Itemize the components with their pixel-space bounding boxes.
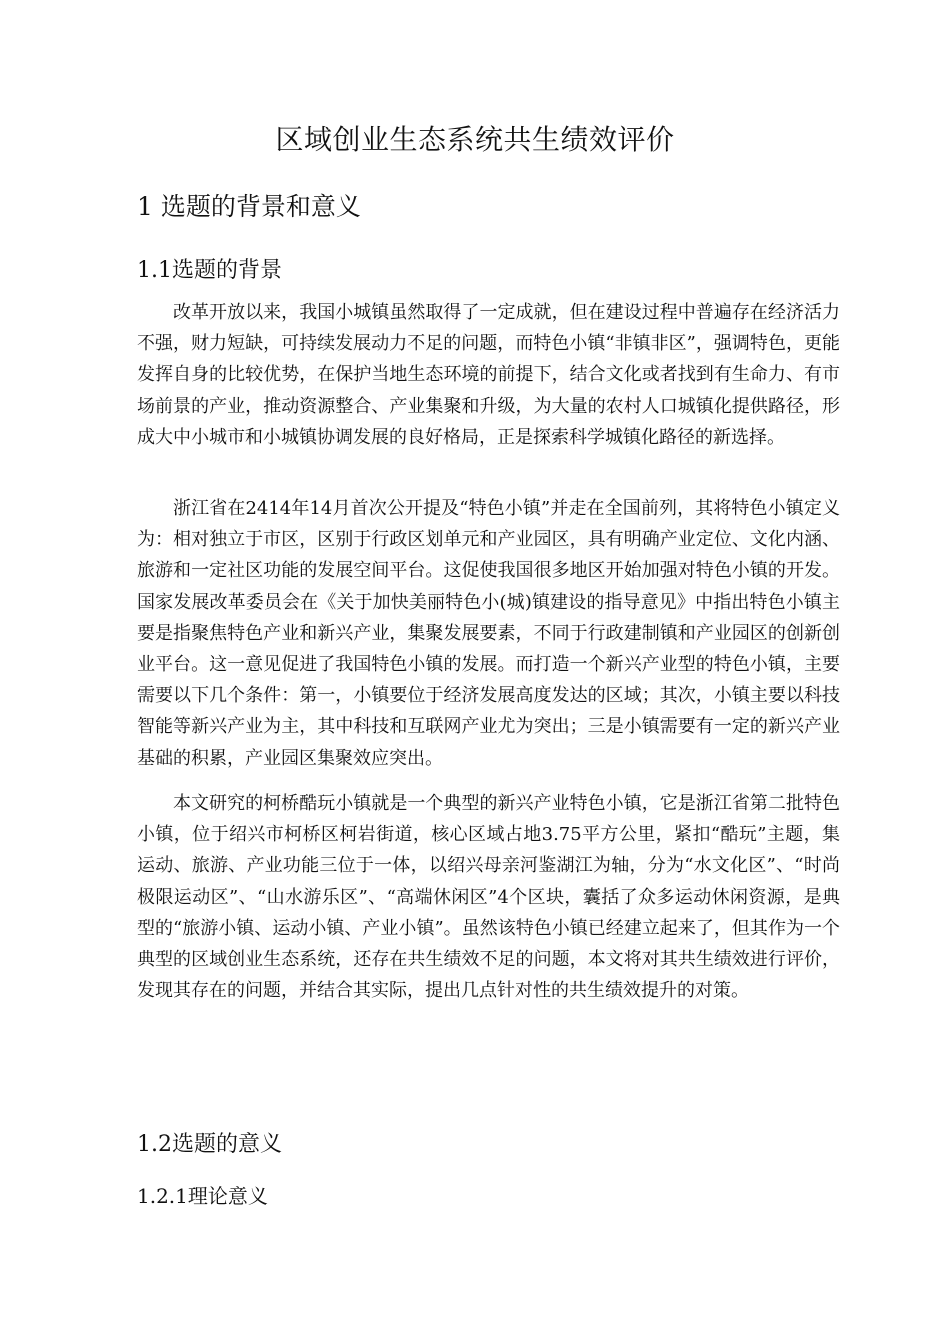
document-title: 区域创业生态系统共生绩效评价	[275, 123, 675, 156]
paragraph-background-3: 本文研究的柯桥酷玩小镇就是一个典型的新兴产业特色小镇，它是浙江省第二批特色小镇，位于绍兴市柯桥区柯岩街道，核心区域占地3.75平方公里，紧扣“酷玩”主题，集运动、旅游、产业功能三位于一体，以绍兴母亲河鉴湖江为轴，分为“水文化区”、“时尚极限运动区”、“山水游乐区”、“高端休闲区”4个区块，囊括了众多运动休闲资源，是典型的“旅游小镇、运动小镇、产业小镇”。虽然该特色小镇已经建立起来了，但其作为一个典型的区域创业生态系统，还存在共生绩效不足的问题，本文将对其共生绩效进行评价，发现其存在的问题，并结合其实际，提出几点针对性的共生绩效提升的对策。	[137, 793, 840, 1002]
paragraph-background-1: 改革开放以来，我国小城镇虽然取得了一定成就，但在建设过程中普遍存在经济活力不强，财力短缺，可持续发展动力不足的问题，而特色小镇“非镇非区”，强调特色，更能发挥自身的比较优势，在保护当地生态环境的前提下，结合文化或者找到有生命力、有市场前景的产业，推动资源整合、产业集聚和升级，为大量的农村人口城镇化提供路径，形成大中小城市和小城镇协调发展的良好格局，正是探索科学城镇化路径的新选择。	[137, 302, 840, 448]
section-heading-1-1: 1.1选题的背景	[137, 258, 282, 283]
section-heading-1-2: 1.2选题的意义	[137, 1132, 282, 1157]
section-heading-1: 1 选题的背景和意义	[137, 192, 361, 221]
paragraph-background-2: 浙江省在2414年14月首次公开提及“特色小镇”并走在全国前列，其将特色小镇定义为：相对独立于市区，区别于行政区划单元和产业园区，具有明确产业定位、文化内涵、旅游和一定社区功能的发展空间平台。这促使我国很多地区开始加强对特色小镇的开发。国家发展改革委员会在《关于加快美丽特色小(城)镇建设的指导意见》中指出特色小镇主要是指聚焦特色产业和新兴产业，集聚发展要素，不同于行政建制镇和产业园区的创新创业平台。这一意见促进了我国特色小镇的发展。而打造一个新兴产业型的特色小镇，主要需要以下几个条件：第一，小镇要位于经济发展高度发达的区域；其次，小镇主要以科技智能等新兴产业为主，其中科技和互联网产业尤为突出；三是小镇需要有一定的新兴产业基础的积累，产业园区集聚效应突出。	[137, 498, 840, 769]
section-heading-1-2-1: 1.2.1理论意义	[137, 1184, 268, 1208]
